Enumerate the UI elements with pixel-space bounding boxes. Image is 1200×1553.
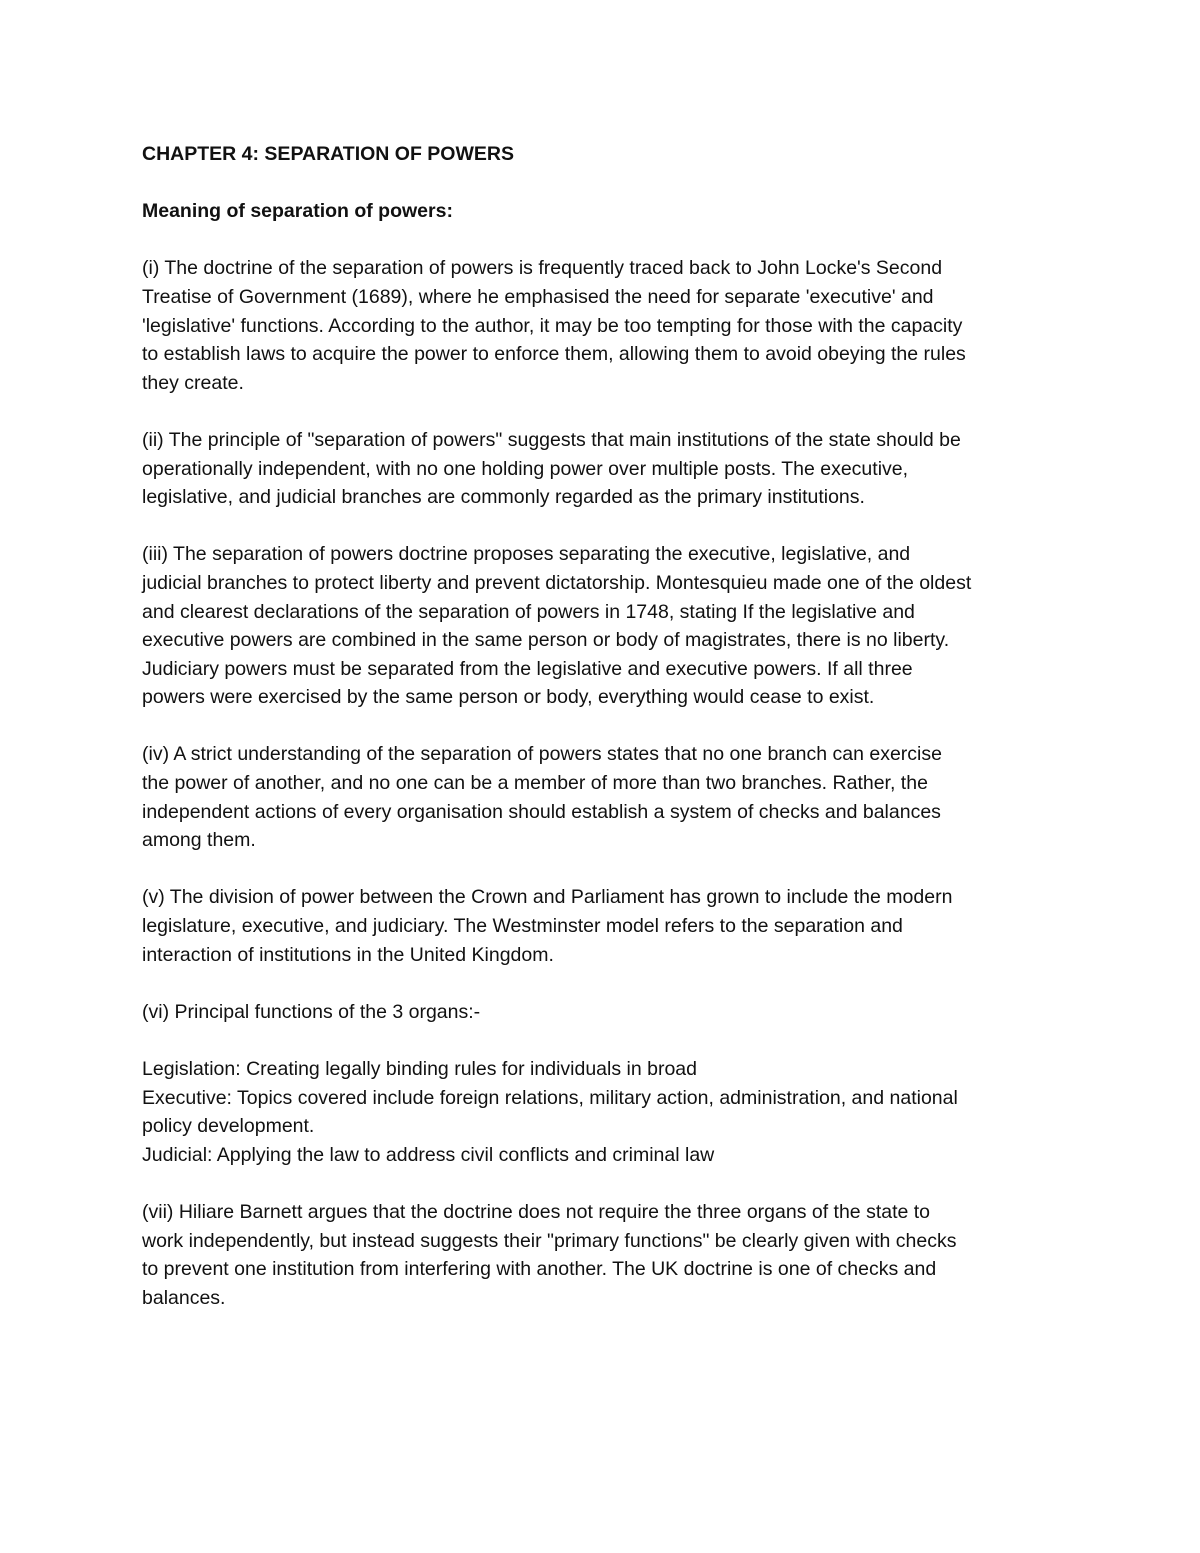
paragraph-line: balances. — [142, 1286, 226, 1309]
paragraph — [142, 1198, 1067, 1312]
paragraph-line: to establish laws to acquire the power to enforce them, allowing them to avoid obeying the rules — [142, 343, 966, 366]
paragraph — [142, 540, 1067, 712]
paragraph-line: operationally independent, with no one holding power over multiple posts. The executive, — [142, 457, 909, 480]
paragraph-line: judicial branches to protect liberty and prevent dictatorship. Montesquieu made one of the oldest — [142, 571, 972, 594]
paragraph-line: (iii) The separation of powers doctrine proposes separating the executive, legislative, and — [142, 543, 911, 566]
paragraph-line: interaction of institutions in the United Kingdom. — [142, 943, 554, 966]
paragraph-line: legislative, and judicial branches are commonly regarded as the primary institutions. — [142, 486, 865, 509]
paragraph — [142, 998, 1067, 1027]
paragraph — [142, 426, 1067, 512]
paragraph-line: (iv) A strict understanding of the separation of powers states that no one branch can exercise — [142, 743, 942, 766]
paragraph-line: Judicial: Applying the law to address civil conflicts and criminal law — [142, 1143, 715, 1166]
paragraph-line: they create. — [142, 371, 244, 394]
paragraph-line: policy development. — [142, 1115, 315, 1138]
paragraph-line: (vii) Hiliare Barnett argues that the doctrine does not require the three organs of the state to — [142, 1200, 931, 1223]
paragraph-line: 'legislative' functions. According to the author, it may be too tempting for those with the capacity — [142, 314, 963, 337]
paragraph — [142, 740, 1067, 854]
paragraph-line: among them. — [142, 829, 256, 852]
chapter-title: CHAPTER 4: SEPARATION OF POWERS — [142, 143, 514, 165]
paragraph-line: (vi) Principal functions of the 3 organs:- — [142, 1000, 481, 1023]
document-page — [142, 140, 1067, 1341]
paragraph-line: the power of another, and no one can be a member of more than two branches. Rather, the — [142, 772, 928, 795]
paragraph-line: work independently, but instead suggests their "primary functions" be clearly given with checks — [142, 1229, 957, 1252]
paragraph — [142, 254, 1067, 397]
paragraph-list — [142, 254, 1067, 1312]
paragraph-line: Executive: Topics covered include foreign relations, military action, administration, and national — [142, 1086, 958, 1109]
paragraph-line: (ii) The principle of "separation of powers" suggests that main institutions of the state should be — [142, 428, 961, 451]
paragraph-line: and clearest declarations of the separation of powers in 1748, stating If the legislative and — [142, 600, 915, 623]
paragraph-line: independent actions of every organisation should establish a system of checks and balances — [142, 800, 941, 823]
paragraph-line: (v) The division of power between the Crown and Parliament has grown to include the modern — [142, 886, 953, 909]
paragraph-line: legislature, executive, and judiciary. The Westminster model refers to the separation and — [142, 915, 903, 938]
paragraph-line: to prevent one institution from interfering with another. The UK doctrine is one of checks and — [142, 1258, 937, 1281]
paragraph-line: (i) The doctrine of the separation of powers is frequently traced back to John Locke's Second — [142, 257, 943, 280]
paragraph-line: executive powers are combined in the same person or body of magistrates, there is no liberty. — [142, 629, 950, 652]
paragraph-line: powers were exercised by the same person or body, everything would cease to exist. — [142, 686, 875, 709]
paragraph-line: Legislation: Creating legally binding rules for individuals in broad — [142, 1058, 697, 1080]
paragraph — [142, 1055, 1067, 1169]
paragraph-line: Judiciary powers must be separated from the legislative and executive powers. If all three — [142, 657, 913, 680]
section-title: Meaning of separation of powers: — [142, 200, 453, 223]
paragraph — [142, 883, 1067, 969]
paragraph-line: Treatise of Government (1689), where he emphasised the need for separate 'executive' and — [142, 285, 934, 308]
